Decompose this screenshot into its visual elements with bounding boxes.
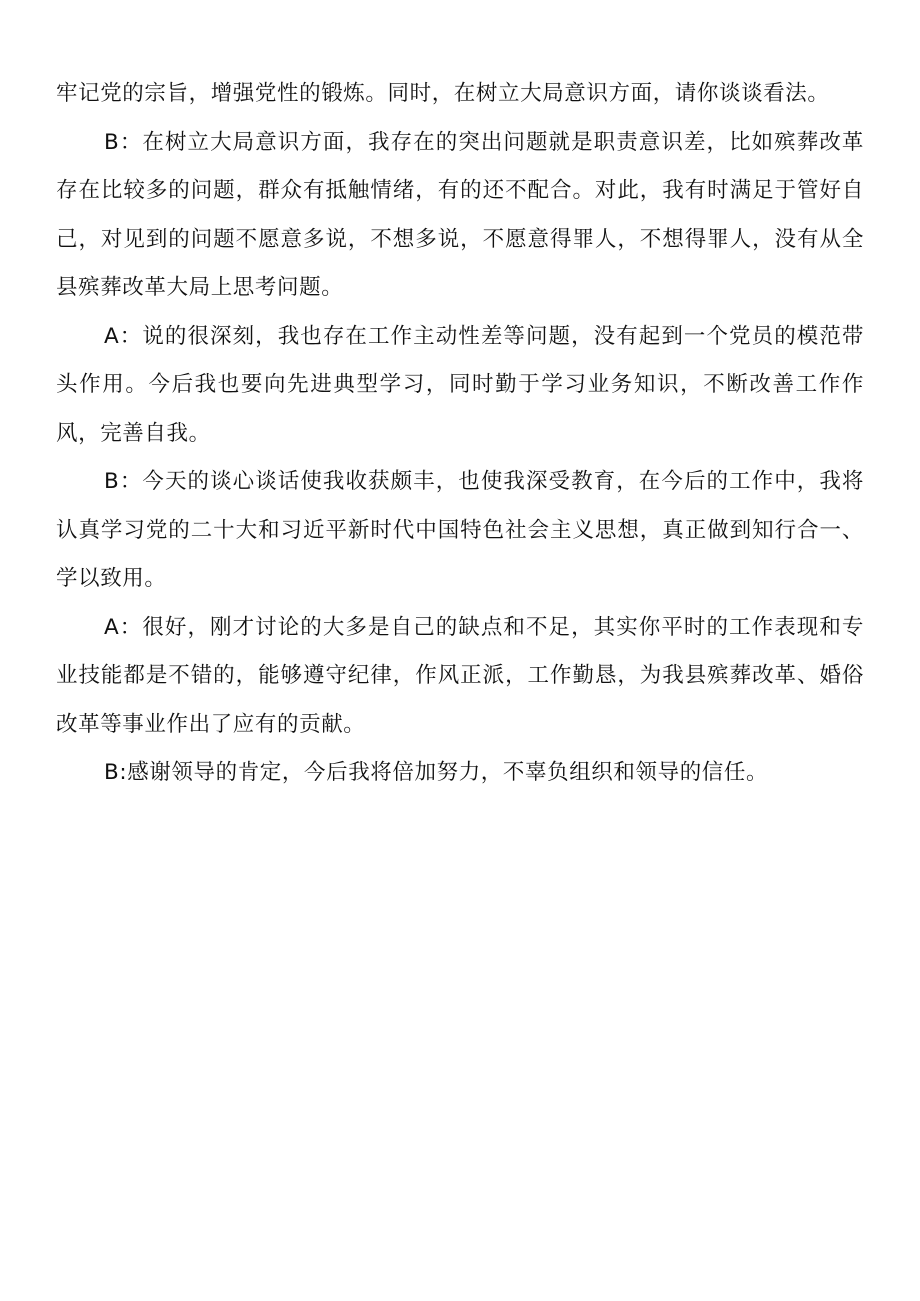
paragraph-b-response: B：在树立大局意识方面，我存在的突出问题就是职责意识差，比如殡葬改革存在比较多的问题，群众有抵触情绪，有的还不配合。对此，我有时满足于管好自己，对见到的问题不愿意多说，不想多说，不愿意得罪人，不想得罪人，没有从全县殡葬改革大局上思考问题。 — [56, 129, 864, 300]
paragraph-a-evaluation: A：很好，刚才讨论的大多是自己的缺点和不足，其实你平时的工作表现和专业技能都是不错的，能够遵守纪律，作风正派，工作勤恳，为我县殡葬改革、婚俗改革等事业作出了应有的贡献。 — [56, 614, 864, 737]
paragraph-b-thanks: B:感谢领导的肯定，今后我将倍加努力，不辜负组织和领导的信任。 — [104, 760, 769, 785]
paragraph-a-response: A：说的很深刻，我也存在工作主动性差等问题，没有起到一个党员的模范带头作用。今后我也要向先进典型学习，同时勤于学习业务知识，不断改善工作作风，完善自我。 — [56, 323, 864, 446]
document-body — [56, 70, 864, 798]
paragraph-continuation: 牢记党的宗旨，增强党性的锻炼。同时，在树立大局意识方面，请你谈谈看法。 — [56, 81, 830, 106]
paragraph-b-reflection: B：今天的谈心谈话使我收获颇丰，也使我深受教育，在今后的工作中，我将认真学习党的二十大和习近平新时代中国特色社会主义思想，真正做到知行合一、学以致用。 — [56, 469, 864, 591]
